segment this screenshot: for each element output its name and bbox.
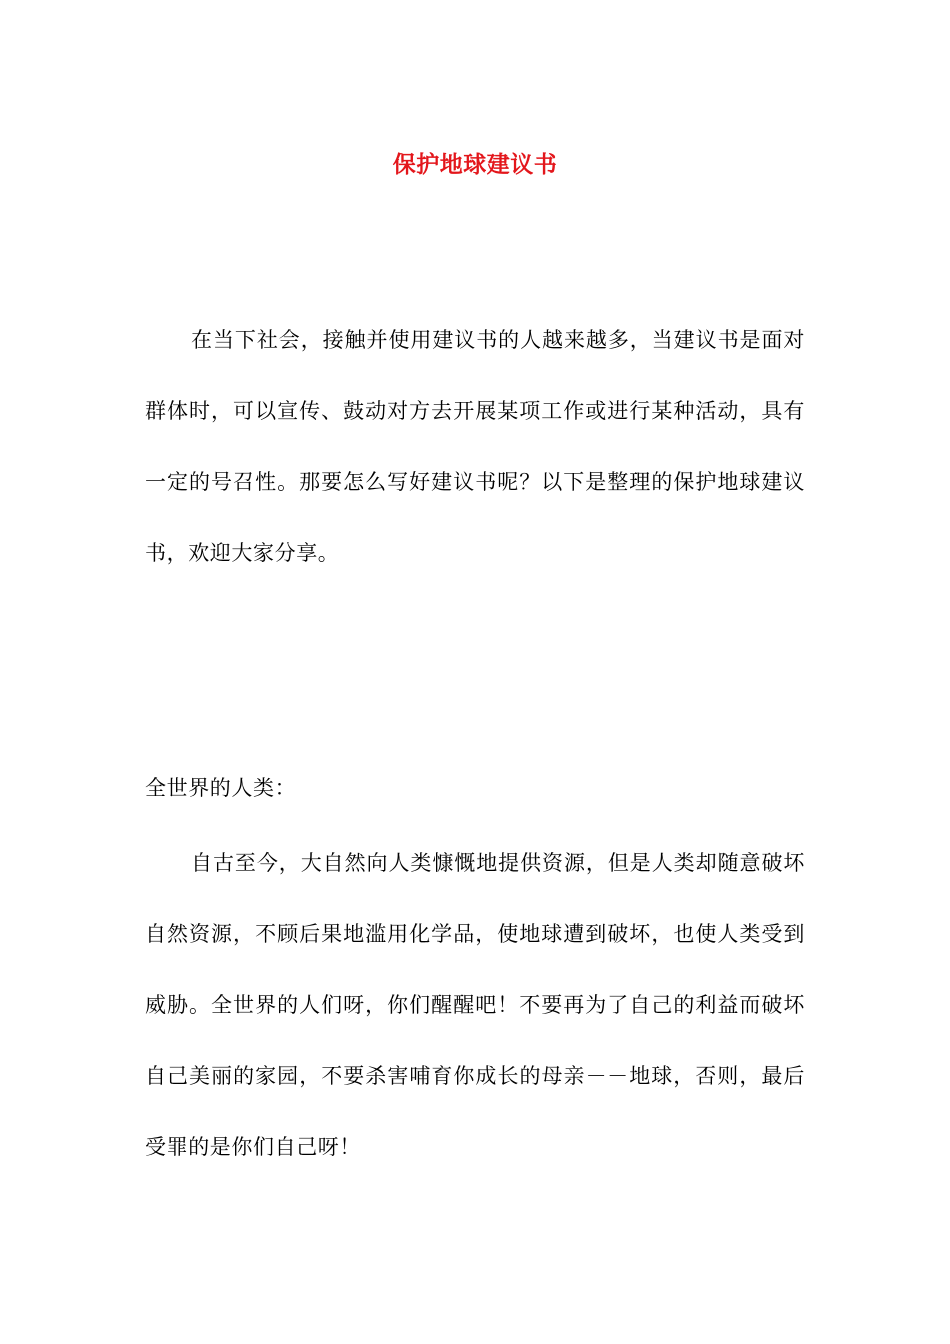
body-paragraph: 自古至今，大自然向人类慷慨地提供资源，但是人类却随意破坏自然资源，不顾后果地滥用化学品，使地球遭到破坏，也使人类受到威胁。全世界的人们呀，你们醒醒吧！不要再为了自己的利益而破坏自己美丽的家园，不要杀害哺育你成长的母亲－－地球，否则，最后受罪的是你们自己呀！ [145, 851, 805, 1159]
intro-paragraph: 在当下社会，接触并使用建议书的人越来越多，当建议书是面对群体时，可以宣传、鼓动对方去开展某项工作或进行某种活动，具有一定的号召性。那要怎么写好建议书呢？以下是整理的保护地球建议书，欢迎大家分享。 [145, 328, 805, 565]
document-title: 保护地球建议书 [392, 151, 558, 179]
salutation: 全世界的人类： [145, 776, 297, 800]
